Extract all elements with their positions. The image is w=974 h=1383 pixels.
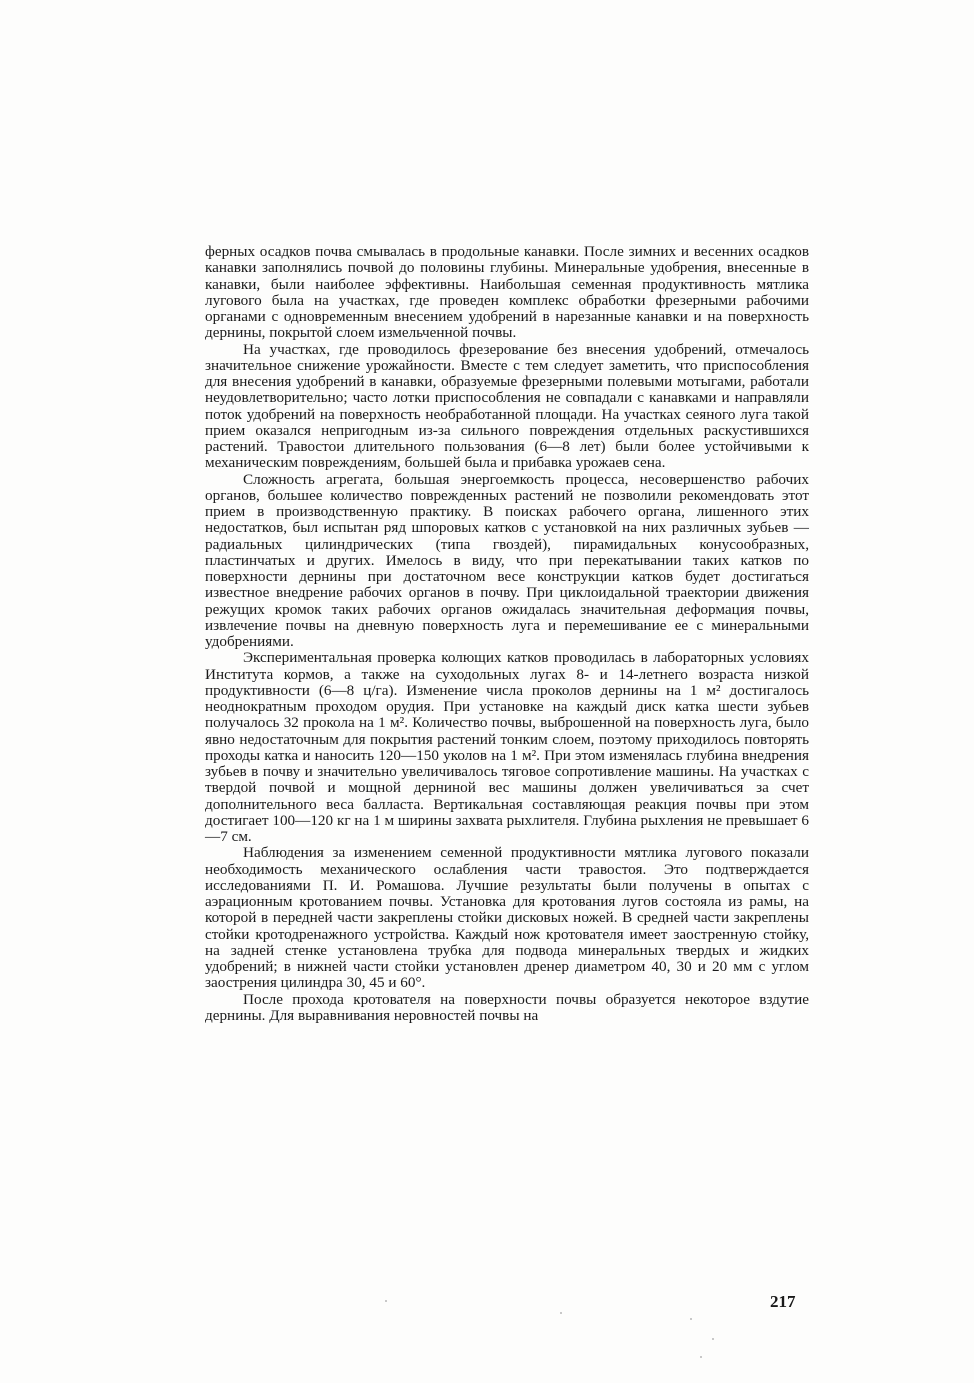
scan-speck [690, 1318, 692, 1320]
paragraph-3: Сложность агрегата, большая энергоемкость процесса, несовершенство рабочих органов, большее количество поврежденных растений не позволили рекомендовать этот прием в производственную практику. В поисках рабочего органа, лишенного этих недостатков, был испытан ряд шпоровых катков с установкой на них различных зубьев — радиальных цилиндрических (типа гвоздей), пирамидальных конусообразных, пластинчатых и других. Имелось в виду, что при перекатывании таких катков по поверхности дернины при достаточном весе конструкции катков будет достигаться известное внедрение рабочих органов в почву. При циклоидальной траектории движения режущих кромок таких рабочих органов ожидалась значительная деформация почвы, извлечение почвы на дневную поверхность луга и перемешивание ее с минеральными удобрениями. [205, 470, 809, 650]
scan-speck [560, 1312, 562, 1314]
body-text [205, 244, 809, 1024]
paragraph-4: Экспериментальная проверка колющих катков проводилась в лабораторных условиях Института кормов, а также на суходольных лугах 8- и 14-летнего возраста низкой продуктивности (6—8 ц/га). Изменение числа проколов дернины на 1 м² достигалось неоднократным проходом орудия. При установке на каждый диск катка шести зубьев получалось 32 прокола на 1 м². Количество почвы, выброшенной на поверхность луга, было явно недостаточным для покрытия растений тонким слоем, поэтому приходилось повторять проходы катка и наносить 120—150 уколов на 1 м². При этом изменялась глубина внедрения зубьев в почву и значительно увеличивалось тяговое сопротивление машины. На участках с твердой почвой и мощной дерниной вес машины должен увеличиваться за счет дополнительного веса балласта. Вертикальная составляющая реакция почвы при этом достигает 100—120 кг на 1 м ширины захвата рыхлителя. Глубина рыхления не превышает 6—7 см. [205, 649, 809, 845]
scan-speck [385, 1300, 387, 1302]
paragraph-5: Наблюдения за изменением семенной продуктивности мятлика лугового показали необходимость механического ослабления части травостоя. Это подтверждается исследованиями П. И. Ромашова. Лучшие результаты были получены в опытах с аэрационным кротованием почвы. Установка для кротования лугов состояла из рамы, на которой в передней части закреплены стойки дисковых ножей. В средней части закреплены стойки кротодренажного устройства. Каждый нож кротователя имеет заостренную стойку, на задней стенке установлена трубка для подвода минеральных твердых и жидких удобрений; в нижней части стойки установлен дренер диаметром 40, 30 и 20 мм с углом заострения цилиндра 30, 45 и 60°. [205, 844, 809, 992]
paragraph-2: На участках, где проводилось фрезерование без внесения удобрений, отмечалось значительное снижение урожайности. Вместе с тем следует заметить, что приспособления для внесения удобрений в канавки, образуемые фрезерными полевыми мотыгами, работали неудовлетворительно; часто лотки приспособления не совпадали с канавками и направляли поток удобрений на поверхность необработанной площади. На участках сеяного луга такой прием оказался непригодным из-за сильного повреждения отдельных раскустившихся растений. Травостои длительного пользования (6—8 лет) были более устойчивыми к механическим повреждениям, большей была и прибавка урожаев сена. [205, 340, 809, 472]
page-number: 217 [770, 1292, 796, 1311]
scan-speck [700, 1356, 702, 1358]
paragraph-6: После прохода кротователя на поверхности почвы образуется некоторое вздутие дернины. Для выравнивания неровностей почвы на [205, 990, 809, 1024]
scan-speck [712, 1338, 714, 1340]
paragraph-1: ферных осадков почва смывалась в продольные канавки. После зимних и весенних осадков канавки заполнялись почвой до половины глубины. Минеральные удобрения, внесенные в канавки, были наиболее эффективны. Наибольшая семенная продуктивность мятлика лугового была на участках, где проведен комплекс обработки фрезерными рабочими органами с одновременным внесением удобрений в нарезанные канавки и на поверхность дернины, покрытой слоем измельченной почвы. [205, 243, 809, 342]
